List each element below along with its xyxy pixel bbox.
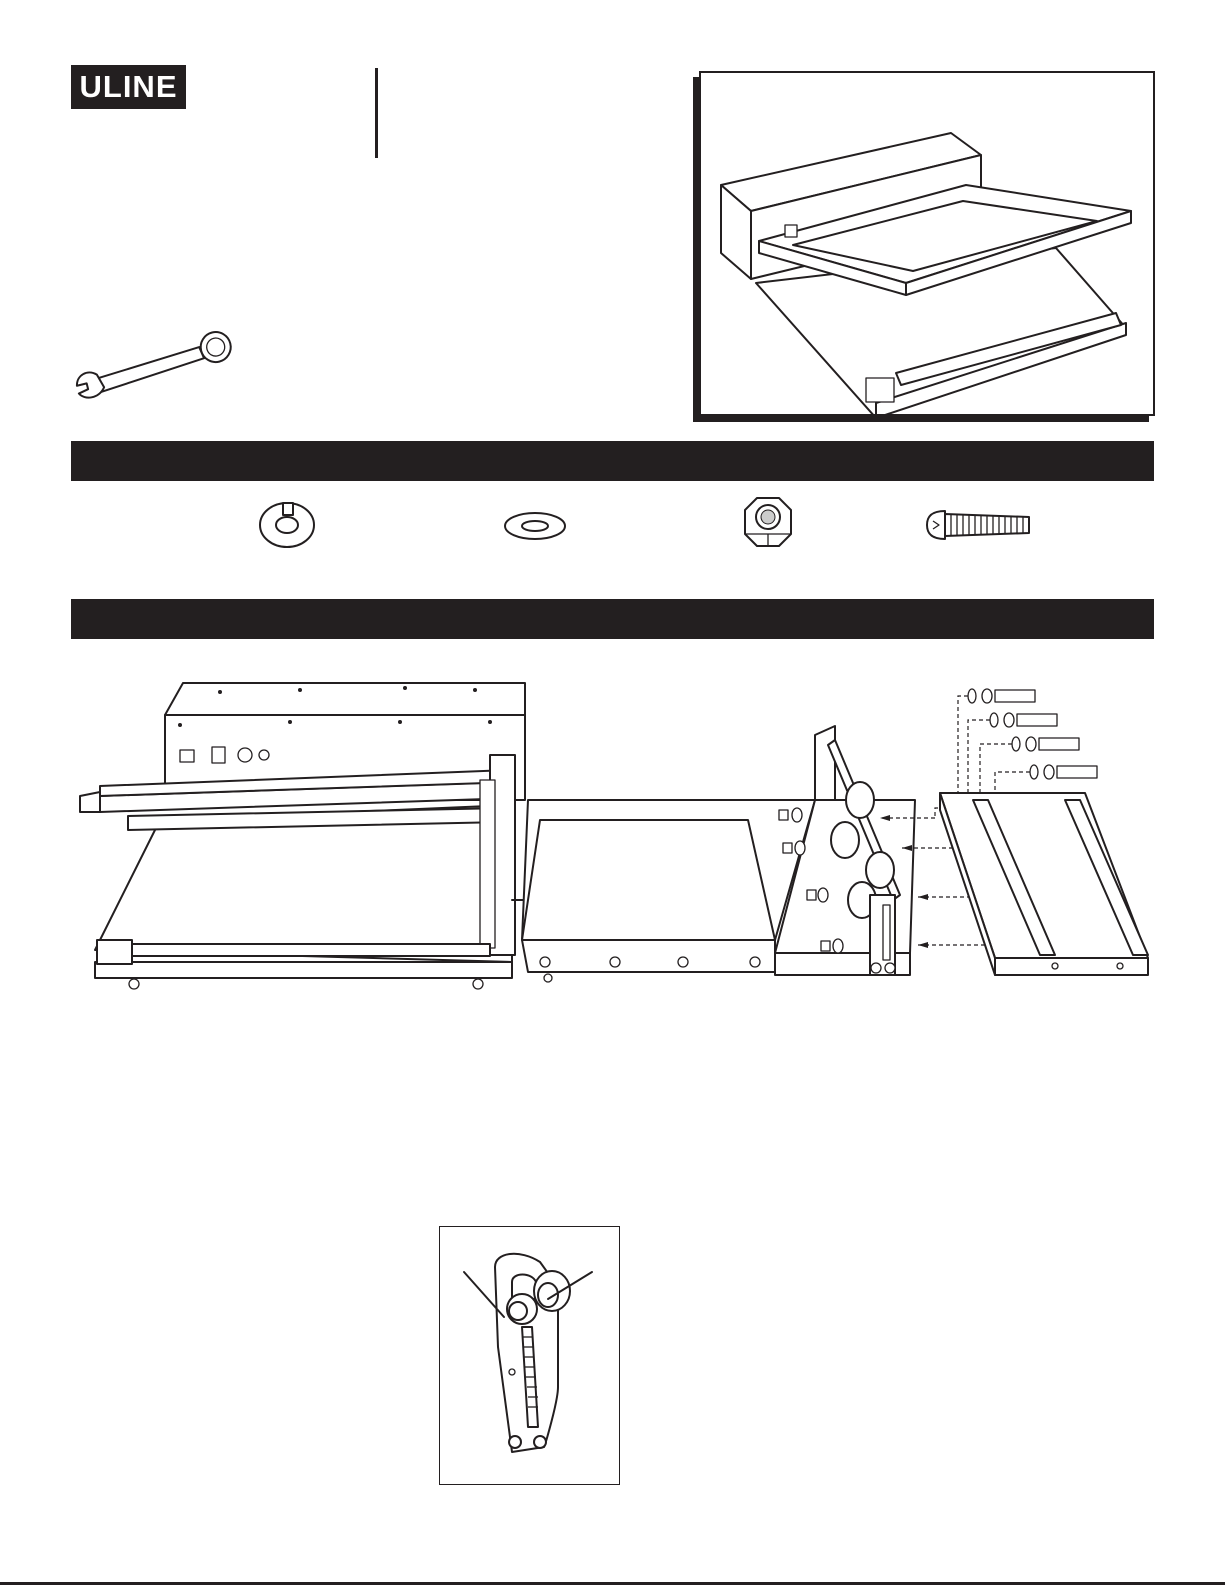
roller-bracket-detail-illustration: [440, 1227, 619, 1484]
product-illustration-box: [699, 71, 1155, 416]
l-bar-sealer-product-illustration: [701, 73, 1153, 414]
section-banner-assembly: [71, 599, 1154, 639]
flat-washer-icon: [503, 510, 567, 542]
brand-logo: [71, 65, 186, 109]
bolt-icon: [925, 508, 1031, 542]
hex-nut-icon: [741, 494, 795, 550]
wrench-icon: [72, 336, 242, 408]
header-divider: [375, 68, 378, 158]
brand-logo-text: ULINE: [79, 69, 178, 104]
lock-washer-icon: [255, 495, 319, 551]
section-banner-hardware: [71, 441, 1154, 481]
detail-illustration-box: [439, 1226, 620, 1485]
assembly-exploded-diagram: [0, 660, 1225, 1010]
